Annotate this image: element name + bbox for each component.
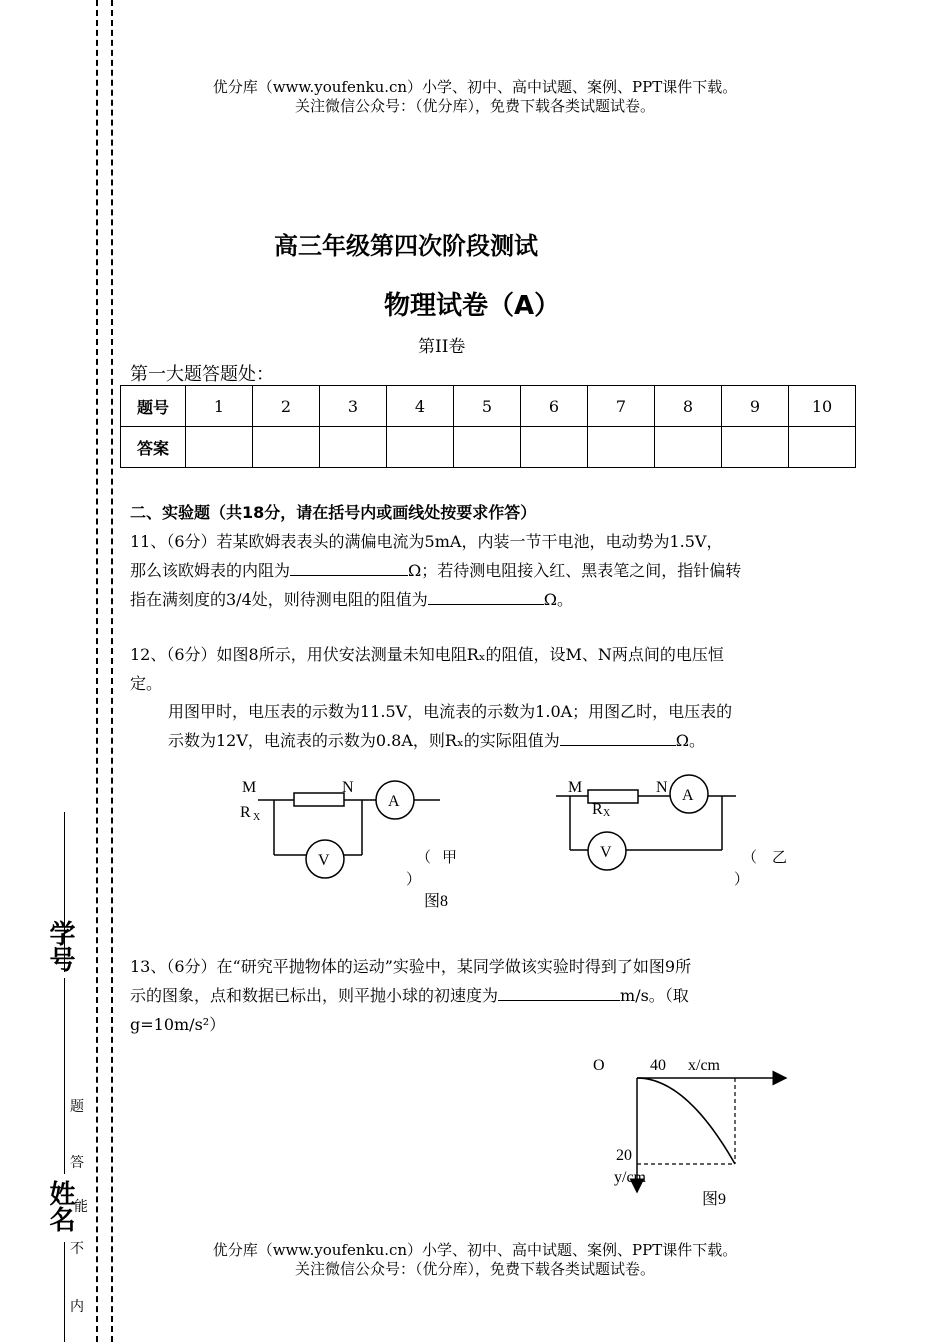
voltmeter-label-jia: V [318, 852, 330, 869]
q12-text: Ω。 [675, 731, 706, 750]
binding-line-left [96, 0, 98, 1342]
q11-text: 那么该欧姆表的内阻为 [130, 561, 291, 580]
q12-line-1: 12、（6分）如图8所示，用伏安法测量未知电阻Rₓ的阻值，设M、N两点间的电压恒 [130, 645, 724, 664]
label-n-jia: N [342, 779, 354, 796]
q13-line-3: g=10m/s²） [130, 1015, 226, 1034]
section1-label: 第一大题答题处： [130, 364, 274, 385]
question-number: 3 [320, 386, 387, 427]
q13-line-2 [130, 981, 845, 1010]
footer-line-2: 关注微信公众号：（优分库），免费下载各类试题试卷。 [294, 1260, 655, 1278]
question-11 [130, 527, 845, 614]
q12-line-2: 定。 [130, 674, 163, 693]
ammeter-label-yi: A [682, 787, 694, 804]
question-number: 10 [789, 386, 856, 427]
figure-9-caption: 图9 [702, 1191, 727, 1208]
binding-line-right [111, 0, 113, 1342]
row-header-question: 题号 [121, 386, 186, 427]
q11-line-3 [130, 585, 845, 614]
answer-cell[interactable] [454, 427, 521, 468]
question-number: 9 [722, 386, 789, 427]
figure-8 [220, 770, 800, 920]
label-rx-yi: R [592, 801, 603, 818]
figure-9 [590, 1050, 800, 1215]
trajectory-curve [637, 1078, 735, 1164]
notice-char-2: 不 [70, 1241, 84, 1257]
answer-cell[interactable] [320, 427, 387, 468]
question-number: 7 [588, 386, 655, 427]
q12-line-4 [168, 726, 848, 755]
notice-char-4: 答 [70, 1155, 84, 1171]
header-line-2: 关注微信公众号：（优分库），免费下载各类试题试卷。 [294, 97, 655, 115]
answer-cell[interactable] [655, 427, 722, 468]
name-label: 姓名 [45, 1180, 75, 1232]
yi-open: （ [742, 850, 758, 866]
jia-open: （ [416, 850, 432, 866]
question-number: 2 [253, 386, 320, 427]
section2-heading: 二、实验题（共18分，请在括号内或画线处按要求作答） [130, 503, 537, 522]
answer-cell[interactable] [521, 427, 588, 468]
x-axis-label: x/cm [688, 1057, 720, 1074]
question-13 [130, 952, 845, 1039]
q11-line-1: 11、（6分）若某欧姆表表头的满偏电流为5mA，内装一节干电池，电动势为1.5V， [130, 532, 723, 551]
footer-line-1: 优分库（www.youfenku.cn）小学、初中、高中试题、案例、PPT课件下载。 [212, 1241, 738, 1259]
q12-blank-rx[interactable] [560, 727, 676, 746]
resistor-rx-jia [294, 793, 344, 806]
answer-table-answer-row [121, 427, 856, 468]
q13-blank-velocity[interactable] [498, 982, 620, 1001]
label-n-yi: N [656, 779, 668, 796]
question-number: 6 [521, 386, 588, 427]
q12-line-3: 用图甲时，电压表的示数为11.5V，电流表的示数为1.0A；用图乙时，电压表的 [168, 702, 733, 721]
answer-cell[interactable] [186, 427, 253, 468]
jia-close: ） [406, 872, 422, 888]
answer-cell[interactable] [387, 427, 454, 468]
y-tick-20: 20 [616, 1147, 632, 1164]
answer-cell[interactable] [588, 427, 655, 468]
label-rx-sub-jia: X [253, 812, 261, 823]
label-m-yi: M [568, 779, 583, 796]
answer-table [120, 385, 856, 468]
header-line-1: 优分库（www.youfenku.cn）小学、初中、高中试题、案例、PPT课件下载。 [212, 78, 738, 96]
label-m-jia: M [242, 779, 257, 796]
y-axis-label: y/cm [614, 1169, 646, 1186]
notice-char-3: 能 [74, 1199, 88, 1215]
circuit-yi [556, 775, 736, 870]
notice-char-5: 题 [70, 1099, 84, 1115]
q11-text: Ω；若待测电阻接入红、黑表笔之间，指针偏转 [408, 561, 742, 580]
q11-text: Ω。 [543, 590, 574, 609]
figure-8-caption: 图8 [424, 893, 449, 910]
ammeter-label-jia: A [388, 793, 400, 810]
x-tick-40: 40 [650, 1057, 666, 1074]
q11-line-2 [130, 556, 845, 585]
question-number: 4 [387, 386, 454, 427]
question-number: 8 [655, 386, 722, 427]
jia-label: 甲 [442, 850, 458, 866]
answer-cell[interactable] [253, 427, 320, 468]
yi-label: 乙 [772, 850, 788, 866]
exam-title: 高三年级第四次阶段测试 [274, 232, 538, 260]
q13-line-1: 13、（6分）在“研究平抛物体的运动”实验中，某同学做该实验时得到了如图9所 [130, 957, 692, 976]
label-rx-sub-yi: X [603, 808, 611, 819]
notice-char-1: 内 [70, 1299, 84, 1315]
q11-blank-resistance[interactable] [428, 586, 544, 605]
yi-close: ） [734, 872, 750, 888]
q13-text: m/s。（取 [620, 986, 689, 1005]
answer-table-number-row [121, 386, 856, 427]
student-id-label: 学号 [45, 920, 75, 972]
origin-label: O [593, 1057, 605, 1074]
question-number: 5 [454, 386, 521, 427]
row-header-answer: 答案 [121, 427, 186, 468]
q11-blank-internal-resistance[interactable] [290, 557, 408, 576]
answer-cell[interactable] [789, 427, 856, 468]
name-line-upper [64, 978, 65, 1174]
voltmeter-label-yi: V [600, 844, 612, 861]
question-12-body [168, 697, 848, 755]
question-number: 1 [186, 386, 253, 427]
answer-cell[interactable] [722, 427, 789, 468]
label-rx-jia: R [240, 804, 251, 821]
exam-subtitle: 物理试卷（A） [384, 291, 561, 321]
q11-text: 指在满刻度的3/4处，则待测电阻的阻值为 [130, 590, 428, 609]
q13-text: 示的图象，点和数据已标出，则平抛小球的初速度为 [130, 986, 499, 1005]
q12-text: 示数为12V，电流表的示数为0.8A，则Rₓ的实际阻值为 [168, 731, 560, 750]
question-12 [130, 640, 845, 698]
volume-label: 第II卷 [418, 337, 466, 357]
